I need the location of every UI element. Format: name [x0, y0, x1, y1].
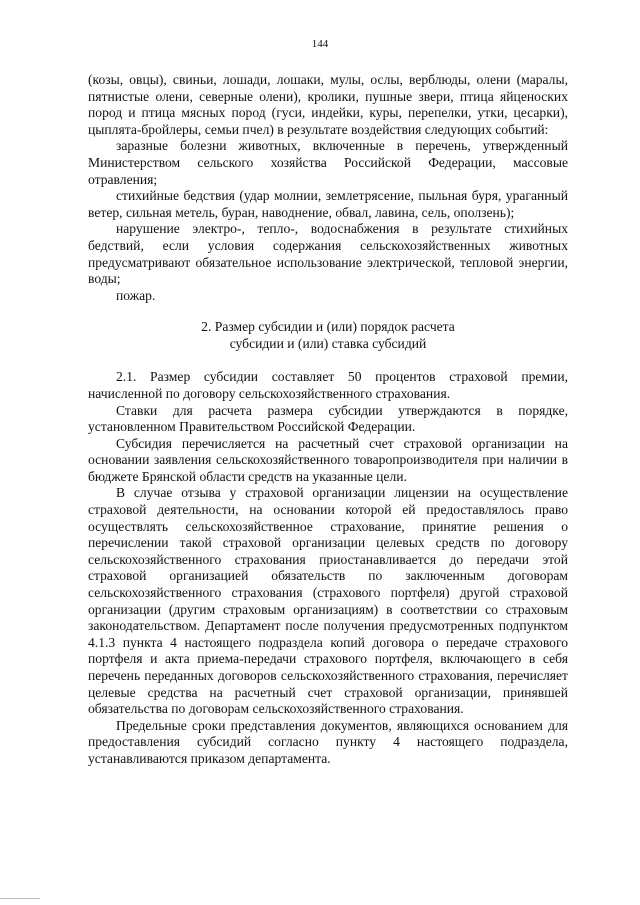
paragraph-diseases: заразные болезни животных, включенные в перечень, утвержденный Министерством сельского хозяйства Российской Федерации, массовые отравления; [88, 138, 568, 187]
paragraph-rates: Ставки для расчета размера субсидии утверждаются в порядке, установленном Правительством Российской Федерации. [88, 402, 568, 435]
scan-edge-mark [0, 898, 40, 899]
section-heading-line-1: 2. Размер субсидии и (или) порядок расчета [201, 319, 455, 335]
paragraph-transfer: Субсидия перечисляется на расчетный счет страховой организации на основании заявления сельскохозяйственного товаропроизводителя при наличии в бюджете Брянской области средств на указанные цели. [88, 435, 568, 484]
page-number: 144 [311, 38, 329, 50]
paragraph-animals-list: (козы, овцы), свиньи, лошади, лошаки, мулы, ослы, верблюды, олени (маралы, пятнистые олени, северные олени), кролики, пушные звери, птица яйценоских пород и птица мясных пород (гуси, индейки, куры, перепелки, утки, цесарки), цыплята-бройлеры, семьи пчел) в результате воздействия следующих событий: [88, 72, 568, 137]
paragraph-deadlines: Предельные сроки представления документов, являющихся основанием для предоставления субсидий согласно пункту 4 настоящего подраздела, устанавливаются приказом департамента. [88, 717, 568, 766]
section-heading [88, 318, 568, 352]
section-heading-line-2: субсидии и (или) ставка субсидий [229, 336, 427, 352]
paragraph-natural-disasters: стихийные бедствия (удар молнии, землетрясение, пыльная буря, ураганный ветер, сильная метель, буран, наводнение, обвал, лавина, сель, оползень); [88, 188, 568, 220]
paragraph-license-revocation: В случае отзыва у страховой организации лицензии на осуществление страховой деятельности, на основании которой ей предоставлялось право осуществлять сельскохозяйственное страхование, принятие решения о перечислении такой страховой организации целевых средств по договору сельскохозяйственного страхования приостанавливается до передачи этой страховой организацией обязательств по заключенным договорам сельскохозяйственного страхования (страхового портфеля) другой страховой организации (другим страховым организациям) в соответствии со страховым законодательством. Департамент после получения предусмотренных подпунктом 4.1.3 пункта 4 настоящего подраздела копий договора о передаче страхового портфеля и акта приема-передачи страхового портфеля, включающего в себя перечень переданных договоров сельскохозяйственного страхования, перечисляет целевые средства на расчетный счет страховой организации, принявшей обязательства по договорам сельскохозяйственного страхования. [88, 485, 568, 717]
paragraph-fire: пожар. [116, 287, 156, 303]
paragraph-utility-failure: нарушение электро-, тепло-, водоснабжения в результате стихийных бедствий, если условия содержания сельскохозяйственных животных предусматривают обязательное использование электрической, тепловой энергии, воды; [88, 221, 568, 287]
document-body [88, 72, 568, 768]
paragraph-2-1: 2.1. Размер субсидии составляет 50 процентов страховой премии, начисленной по договору сельскохозяйственного страхования. [88, 369, 568, 401]
